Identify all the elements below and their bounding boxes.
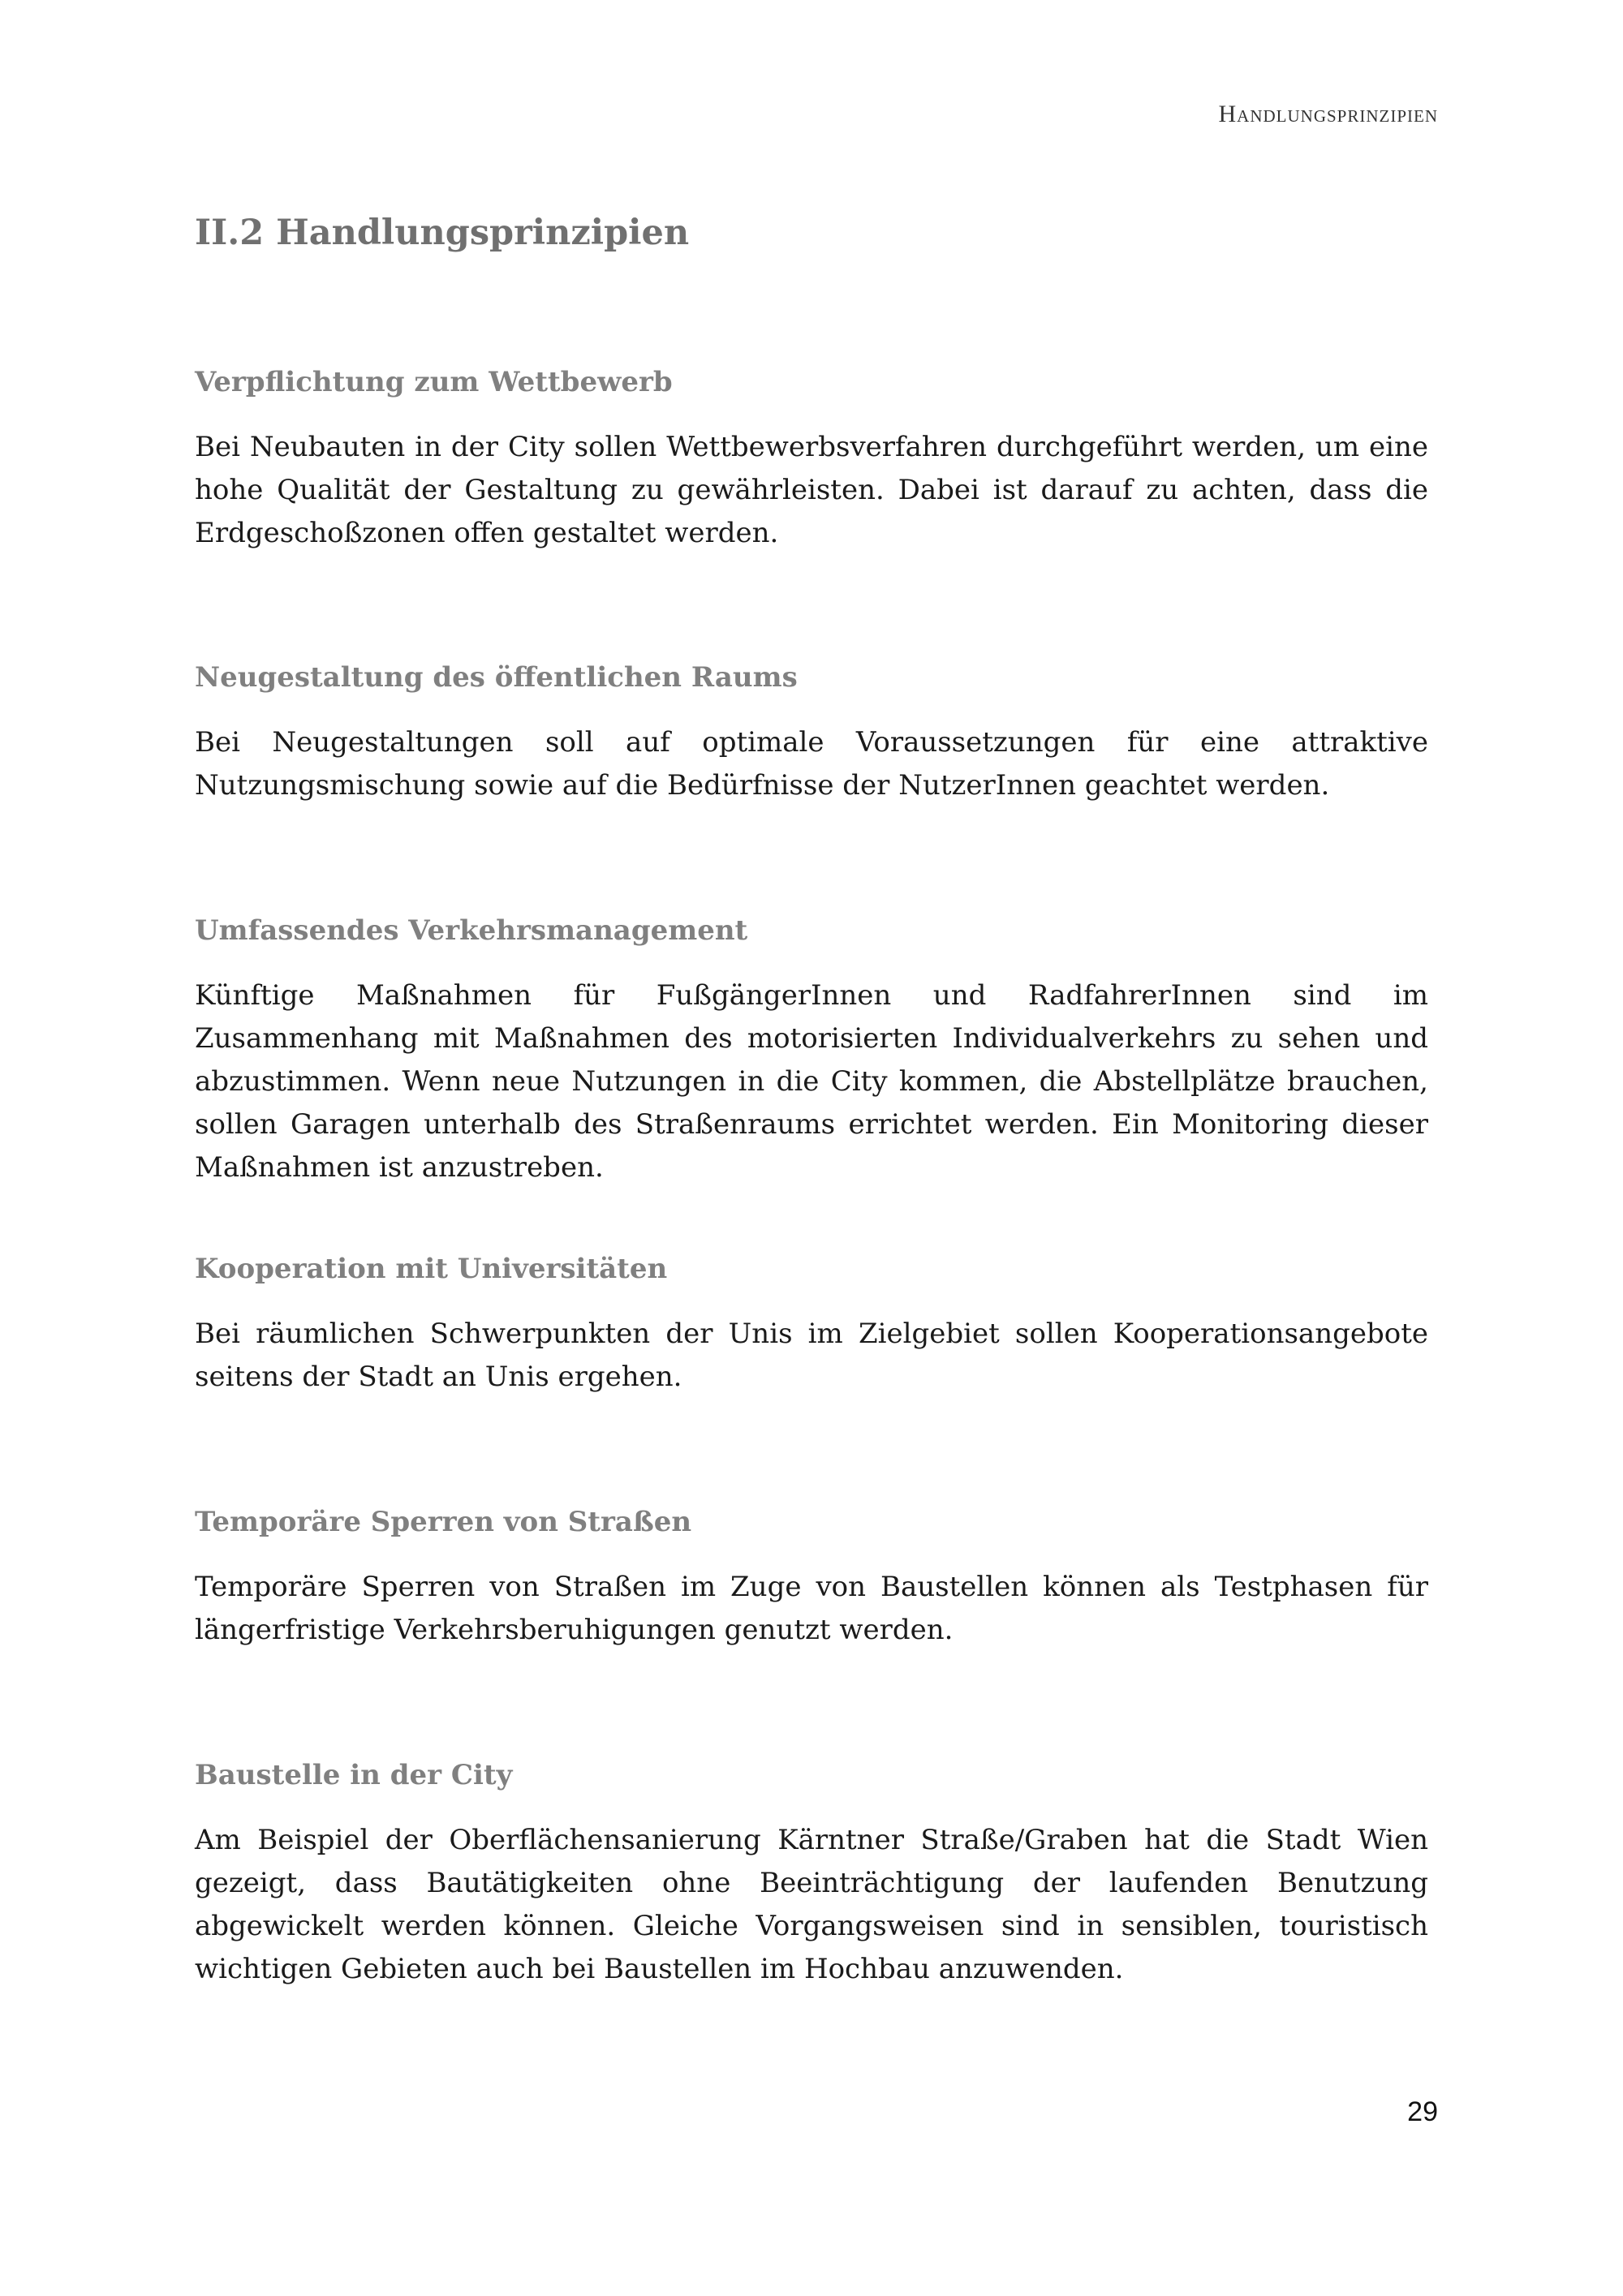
section-paragraph: Künftige Maßnahmen für FußgängerInnen und RadfahrerInnen sind im Zusammenhang mit Maßnahmen des motorisierten Individualverkehrs zu sehen und abzustimmen. Wenn neue Nutzungen in die City kommen, die Abstellplätze brauchen, sollen Garagen unterhalb des Straßenraums errichtet werden. Ein Monitoring dieser Maßnahmen ist anzustreben. — [195, 979, 1428, 1184]
section-heading: Kooperation mit Universitäten — [195, 1253, 668, 1285]
section-heading: Umfassendes Verkehrsmanagement — [195, 914, 748, 947]
section-paragraph: Temporäre Sperren von Straßen im Zuge von Baustellen können als Testphasen für längerfristige Verkehrsberuhigungen genutzt werden. — [195, 1571, 1428, 1646]
section-paragraph: Am Beispiel der Oberflächensanierung Kärntner Straße/Graben hat die Stadt Wien gezeigt, dass Bautätigkeiten ohne Beeinträchtigung der laufenden Benutzung abgewickelt werden können. Gleiche Vorgangsweisen sind in sensiblen, touristisch wichtigen Gebieten auch bei Baustellen im Hochbau anzuwenden. — [195, 1824, 1428, 1985]
section-heading: Verpflichtung zum Wettbewerb — [195, 366, 673, 398]
section-paragraph: Bei Neugestaltungen soll auf optimale Voraussetzungen für eine attraktive Nutzungsmischung sowie auf die Bedürfnisse der NutzerInnen geachtet werden. — [195, 726, 1428, 802]
section-verpflichtung-zum-wettbewerb — [195, 361, 1428, 555]
section-heading: Neugestaltung des öffentlichen Raums — [195, 661, 798, 694]
page-number: 29 — [1407, 2096, 1438, 2127]
section-kooperation-mit-universitaeten — [195, 1248, 1428, 1399]
section-umfassendes-verkehrsmanagement — [195, 909, 1428, 1189]
section-paragraph: Bei räumlichen Schwerpunkten der Unis im Zielgebiet sollen Kooperationsangebote seitens der Stadt an Unis ergehen. — [195, 1318, 1428, 1393]
section-heading: Baustelle in der City — [195, 1759, 513, 1791]
running-header: Handlungsprinzipien — [1218, 101, 1438, 127]
section-temporaere-sperren — [195, 1501, 1428, 1652]
section-heading: Temporäre Sperren von Straßen — [195, 1506, 692, 1538]
section-baustelle-in-der-city — [195, 1754, 1428, 1991]
section-paragraph: Bei Neubauten in der City sollen Wettbewerbsverfahren durchgeführt werden, um eine hohe Qualität der Gestaltung zu gewährleisten. Dabei ist darauf zu achten, dass die Erdgeschoßzonen offen gestaltet werden. — [195, 431, 1428, 549]
section-neugestaltung-oeffentlicher-raum — [195, 656, 1428, 807]
chapter-title: II.2 Handlungsprinzipien — [195, 213, 690, 253]
